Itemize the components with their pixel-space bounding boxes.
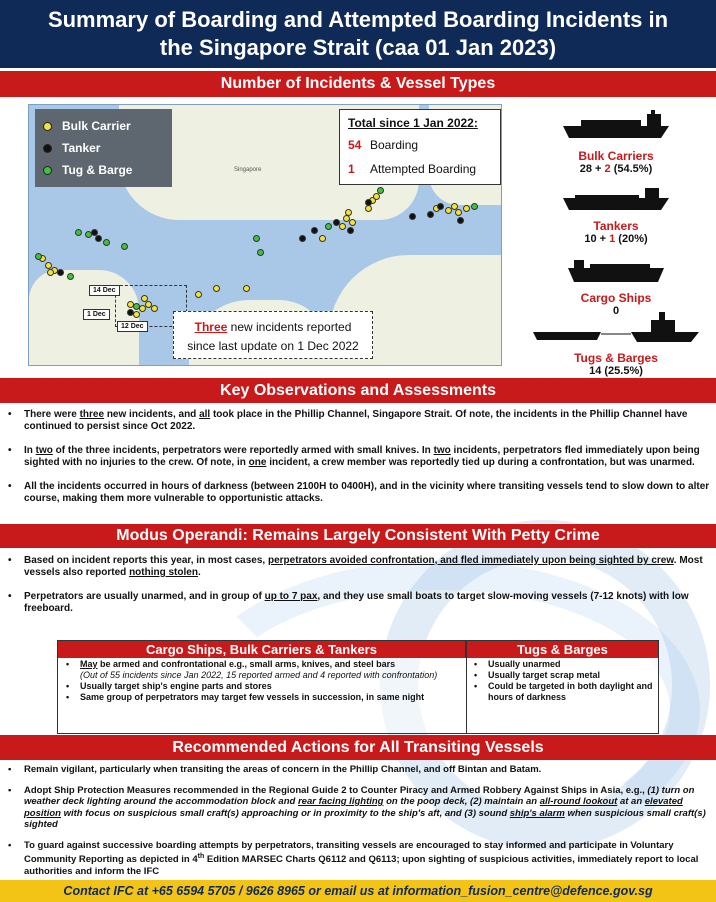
vessel-types-panel	[520, 104, 712, 377]
list-item: • Based on incident reports this year, in most cases, perpetrators avoided confrontation, and fled immediately upon being sighted by crew. Most vessels also reported nothing stolen.	[6, 555, 710, 579]
incident-point	[243, 285, 250, 292]
new-incidents-callout	[173, 311, 373, 359]
tanker-icon	[561, 186, 671, 210]
incident-point	[103, 239, 110, 246]
incident-point	[75, 229, 82, 236]
attempted-row	[348, 162, 492, 176]
vessel-tankers	[520, 186, 712, 245]
boarding-row	[348, 138, 492, 152]
yellow-dot-icon	[43, 122, 52, 131]
list-item: • Usually target ship's engine parts and stores	[62, 681, 462, 692]
date-label: 1 Dec	[83, 309, 110, 320]
incident-point	[471, 203, 478, 210]
list-item: • Perpetrators are usually unarmed, and in group of up to 7 pax, and they use small boats to target slow-moving vessels (7-12 knots) with low freeboard.	[6, 591, 710, 615]
date-label: 12 Dec	[117, 321, 148, 332]
incident-point	[365, 199, 372, 206]
list-item: • Same group of perpetrators may target few vessels in succession, in same night	[62, 692, 462, 703]
modus-list	[6, 555, 710, 624]
legend-item-tanker	[43, 137, 164, 159]
table-header-tugs: Tugs & Barges	[467, 641, 658, 658]
tug-barge-icon	[531, 312, 701, 342]
title-line-2: the Singapore Strait (caa 01 Jan 2023)	[159, 35, 557, 60]
observations-list	[6, 409, 710, 514]
legend-item-tug-barge	[43, 159, 164, 181]
incident-point	[457, 217, 464, 224]
table-divider	[466, 641, 467, 733]
incident-point	[47, 269, 54, 276]
incident-point	[437, 203, 444, 210]
vessel-name: Cargo Ships	[580, 291, 652, 305]
actions-list	[6, 764, 710, 886]
map-place-label: Singapore	[234, 167, 262, 173]
incident-point	[365, 205, 372, 212]
incident-point	[311, 227, 318, 234]
list-item: • In two of the three incidents, perpetrators were reportedly armed with small knives. In two incidents, perpetrators fled immediately upon being sighted with no injuries to the crew. Of note, in one incident, a crew member was reportedly tied up during a confrontation, but was unarmed.	[6, 445, 710, 469]
bulk-carrier-icon	[561, 110, 671, 140]
incident-point	[347, 227, 354, 234]
cargo-ship-icon	[566, 256, 666, 282]
incident-map	[28, 104, 502, 366]
incident-point	[95, 235, 102, 242]
vessel-count: 28 + 2 (54.5%)	[579, 163, 653, 175]
incident-point	[325, 223, 332, 230]
legend-label: Bulk Carrier	[62, 119, 131, 133]
incident-point	[455, 209, 462, 216]
incident-point	[67, 273, 74, 280]
incident-point	[409, 213, 416, 220]
contact-footer: Contact IFC at +65 6594 5705 / 9626 8965 or email us at information_fusion_centre@defence.gov.sg	[0, 880, 716, 902]
modus-comparison-table	[57, 640, 659, 734]
list-item: • All the incidents occurred in hours of darkness (between 2100H to 0400H), and in the vicinity where transiting vessels tend to slow down to alter course, making them more vulnerable to opportunistic attacks.	[6, 481, 710, 505]
list-item: • To guard against successive boarding attempts by perpetrators, transiting vessels are encouraged to stay informed and participate in Voluntary Community Reporting as depicted in 4th Edition MARSEC Charts Q6112 and Q6113; upon sighting of suspicious activities, immediately report to local authorities and inform the IFC	[6, 840, 710, 878]
title-line-1: Summary of Boarding and Attempted Boarding Incidents in	[47, 7, 669, 32]
black-dot-icon	[43, 144, 52, 153]
total-header: Total since 1 Jan 2022:	[348, 116, 478, 130]
section-header-actions: Recommended Actions for All Transiting Vessels	[0, 735, 716, 760]
legend-label: Tanker	[62, 141, 101, 155]
map-legend	[35, 109, 172, 187]
incident-point	[463, 205, 470, 212]
incident-point	[339, 223, 346, 230]
vessel-name: Tankers	[593, 219, 639, 233]
vessel-count: 10 + 1 (20%)	[584, 233, 648, 245]
incident-point	[57, 269, 64, 276]
incident-point	[195, 291, 202, 298]
total-incidents-box	[339, 109, 501, 185]
section-header-modus-operandi: Modus Operandi: Remains Largely Consistent With Petty Crime	[0, 524, 716, 548]
list-item: • Could be targeted in both daylight and hours of darkness	[470, 681, 656, 703]
section-header-incidents: Number of Incidents & Vessel Types	[0, 71, 716, 97]
vessel-count: 0	[612, 305, 620, 317]
legend-item-bulk-carrier	[43, 115, 164, 137]
incident-point	[299, 235, 306, 242]
list-item: • May be armed and confrontational e.g., small arms, knives, and steel bars (Out of 55 incidents since Jan 2022, 15 reported armed and 4 reported with confrontation)	[62, 659, 462, 681]
incident-point	[253, 235, 260, 242]
new-incidents-since: since last update on 1 Dec 2022	[187, 339, 359, 353]
vessel-tugs-barges	[520, 312, 712, 377]
list-item: • Remain vigilant, particularly when transiting the areas of concern in the Phillip Channel, and off Bintan and Batam.	[6, 764, 710, 776]
list-item: • Adopt Ship Protection Measures recommended in the Regional Guide 2 to Counter Piracy and Armed Robbery Against Ships in Asia, e.g., (1) turn on weather deck lighting around the accommodation block and rear facing lighting on the poop deck, (2) maintain an all-round lookout at an elevated position with focus on suspicious small craft(s) approaching or in proximity to the ship's aft, and (3) sound ship's alarm when suspicious small craft(s) sighted	[6, 785, 710, 831]
legend-label: Tug & Barge	[62, 163, 133, 177]
tugs-list	[470, 659, 656, 703]
vessel-bulk-carriers	[520, 110, 712, 175]
attempted-label: Attempted Boarding	[370, 162, 477, 176]
green-dot-icon	[43, 166, 52, 175]
vessel-name: Tugs & Barges	[574, 351, 658, 365]
incident-point	[349, 219, 356, 226]
incident-point	[35, 253, 42, 260]
vessel-count: 14 (25.5%)	[589, 365, 643, 377]
vessel-name: Bulk Carriers	[578, 149, 654, 163]
new-incidents-text: new incidents reported	[230, 320, 352, 334]
date-label: 14 Dec	[89, 285, 120, 296]
incident-point	[345, 209, 352, 216]
page-title	[0, 0, 716, 68]
incident-point	[257, 249, 264, 256]
incident-point	[319, 235, 326, 242]
new-incidents-count: Three	[194, 320, 228, 334]
list-item: • Usually unarmed	[470, 659, 656, 670]
incident-point	[121, 243, 128, 250]
boarding-label: Boarding	[370, 138, 419, 152]
incident-point	[377, 187, 384, 194]
boarding-count: 54	[348, 138, 362, 152]
section-header-observations: Key Observations and Assessments	[0, 378, 716, 403]
list-item: • There were three new incidents, and all took place in the Phillip Channel, Singapore Strait. Of note, the incidents in the Phillip Channel have continued to persist since Oct 2022.	[6, 409, 710, 433]
table-header-cargo: Cargo Ships, Bulk Carriers & Tankers	[58, 641, 466, 658]
vessel-cargo-ships	[520, 256, 712, 317]
incident-point	[213, 285, 220, 292]
incident-point	[427, 211, 434, 218]
cargo-list	[62, 659, 462, 703]
list-item: • Usually target scrap metal	[470, 670, 656, 681]
incident-point	[373, 193, 380, 200]
attempted-count: 1	[348, 162, 355, 176]
